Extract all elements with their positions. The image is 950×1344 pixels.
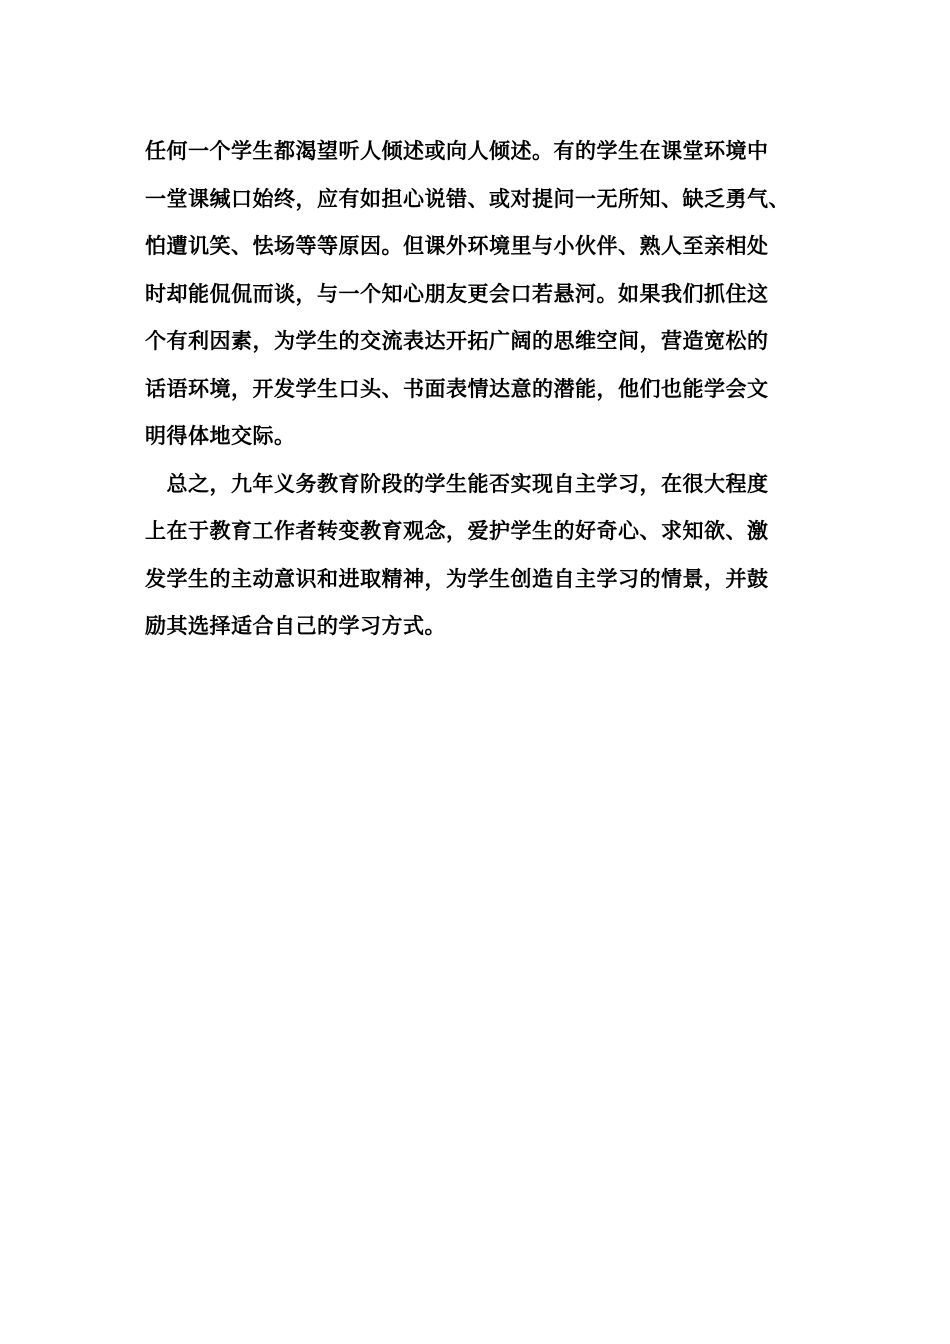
text-line: 励其选择适合自己的学习方式。	[145, 614, 446, 638]
text-line: 个有利因素，为学生的交流表达开拓广阔的思维空间，营造宽松的	[145, 329, 769, 353]
text-line: 话语环境，开发学生口头、书面表情达意的潜能，他们也能学会文	[145, 376, 769, 401]
paragraph-2	[145, 465, 835, 646]
text-line: 明得体地交际。	[145, 424, 296, 448]
text-line: 上在于教育工作者转变教育观念，爱护学生的好奇心、求知欲、激	[145, 519, 769, 543]
text-line: 怕遭讥笑、怯场等等原因。但课外环境里与小伙伴、熟人至亲相处	[145, 234, 769, 258]
text-line: 总之，九年义务教育阶段的学生能否实现自主学习，在很大程度	[145, 471, 769, 496]
text-line: 时却能侃侃而谈，与一个知心朋友更会口若悬河。如果我们抓住这	[145, 281, 769, 306]
text-line: 任何一个学生都渴望听人倾述或向人倾述。有的学生在课堂环境中	[145, 139, 769, 163]
text-line: 发学生的主动意识和进取精神，为学生创造自主学习的情景，并鼓	[145, 566, 769, 591]
text-line: 一堂课缄口始终，应有如担心说错、或对提问一无所知、缺乏勇气、	[145, 186, 790, 211]
document-body	[145, 132, 835, 655]
paragraph-1	[145, 132, 835, 455]
